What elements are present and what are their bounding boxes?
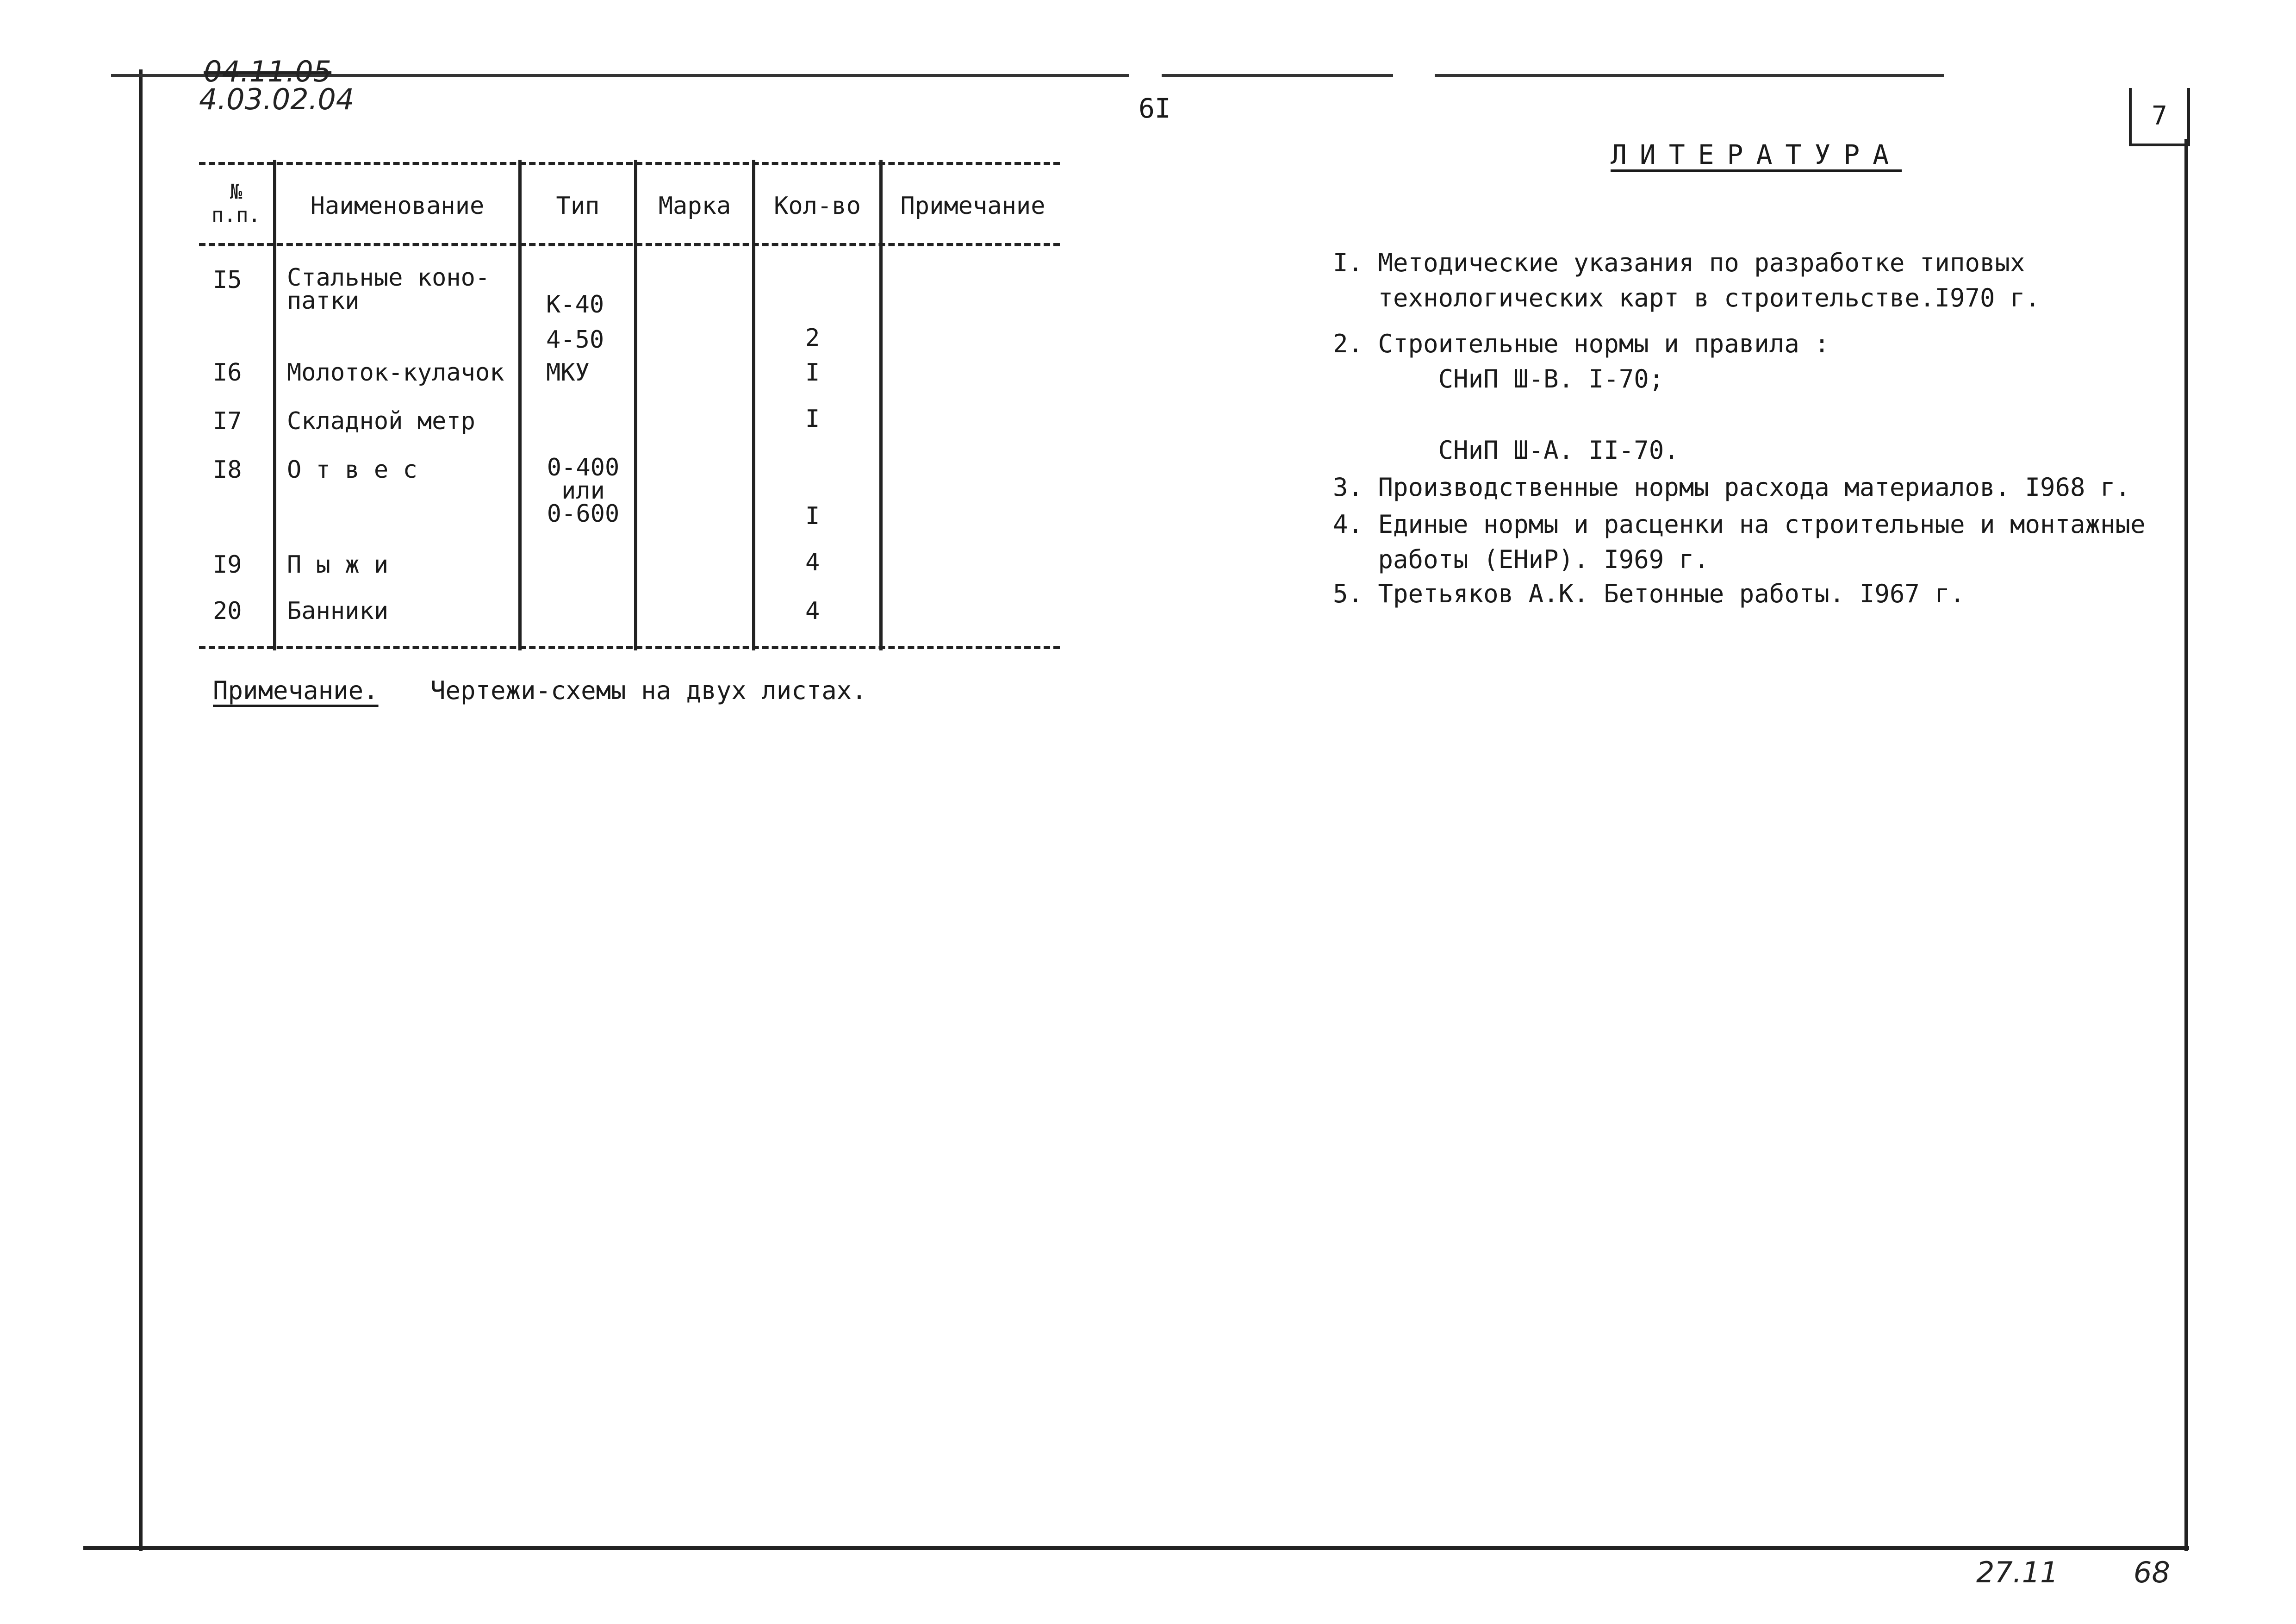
table-cell-name: Банники [287,597,389,625]
sheet-number-box [2129,88,2190,146]
note-label: Примечание. [213,676,379,705]
top-rule-3 [1435,74,1944,77]
table-cell-name: Молоток-кулачок [287,359,504,387]
literature-item-5: 5. Третьяков А.К. Бетонные работы. I967 г. [1333,579,1965,608]
table-header-type: Тип [556,192,600,220]
table-cell-name: О т в е с [287,456,417,484]
table-rule-header [199,243,1060,246]
doc-code-struck: 04.11.05 [204,55,332,88]
literature-item-2b: СНиП Ш-А. II-70. [1333,436,1679,465]
table-cell-type: К-40 4-50 [546,291,604,354]
note-text: Чертежи-схемы на двух листах. [430,676,867,705]
frame-right-border [2184,139,2188,1551]
doc-code: 4.03.02.04 [199,82,355,116]
table-cell-qty: I [805,359,820,387]
table-col-rule-2 [518,160,522,650]
table-col-rule-4 [752,160,755,650]
table-cell-num: I8 [213,456,242,484]
table-cell-qty: I [805,502,820,530]
table-cell-qty: 4 [805,549,820,576]
literature-item-2: 2. Строительные нормы и правила : СНиП Ш-В. I-70; [1333,329,1829,394]
table-header-qty: Кол-во [774,192,861,220]
table-cell-qty: 2 [805,324,820,352]
table-cell-qty: 4 [805,597,820,625]
footer-code: 27.11 [1976,1555,2059,1589]
table-cell-num: I6 [213,359,242,387]
table-col-rule-5 [879,160,883,650]
frame-bottom-border [83,1546,2189,1550]
table-header-name: Наименование [310,192,485,220]
table-col-rule-3 [634,160,637,650]
table-cell-num: I7 [213,407,242,435]
literature-item-1: I. Методические указания по разработке типовых технологических карт в строительстве.I970 г. [1333,248,2041,312]
table-cell-name: Складной метр [287,407,475,435]
top-rule-2 [1162,74,1393,77]
table-cell-num: 20 [213,597,242,625]
table-cell-num: I9 [213,551,242,579]
literature-item-3: 3. Производственные нормы расхода материалов. I968 г. [1333,473,2131,502]
sheet-number: 7 [2152,100,2167,131]
table-header-note: Примечание [900,192,1045,220]
table-header-mark: Марка [658,192,731,220]
table-cell-type: 0-400 или 0-600 [547,454,620,528]
page-number-center: 6I [1139,93,1171,124]
footer-page: 68 [2134,1555,2170,1589]
table-col-rule-1 [273,160,276,650]
literature-title: ЛИТЕРАТУРА [1611,139,1902,170]
literature-item-4: 4. Единые нормы и расценки на строительные и монтажные работы (ЕНиР). I969 г. [1333,510,2146,574]
table-cell-qty: I [805,405,820,433]
table-header-num: № п.п. [212,180,261,227]
table-cell-type: МКУ [546,359,590,387]
frame-left-border [139,69,143,1551]
table-cell-name: П ы ж и [287,551,389,579]
table-cell-name: Стальные коно- патки [287,264,490,315]
table-rule-top [199,162,1060,165]
table-rule-bottom [199,646,1060,649]
table-cell-num: I5 [213,266,242,294]
